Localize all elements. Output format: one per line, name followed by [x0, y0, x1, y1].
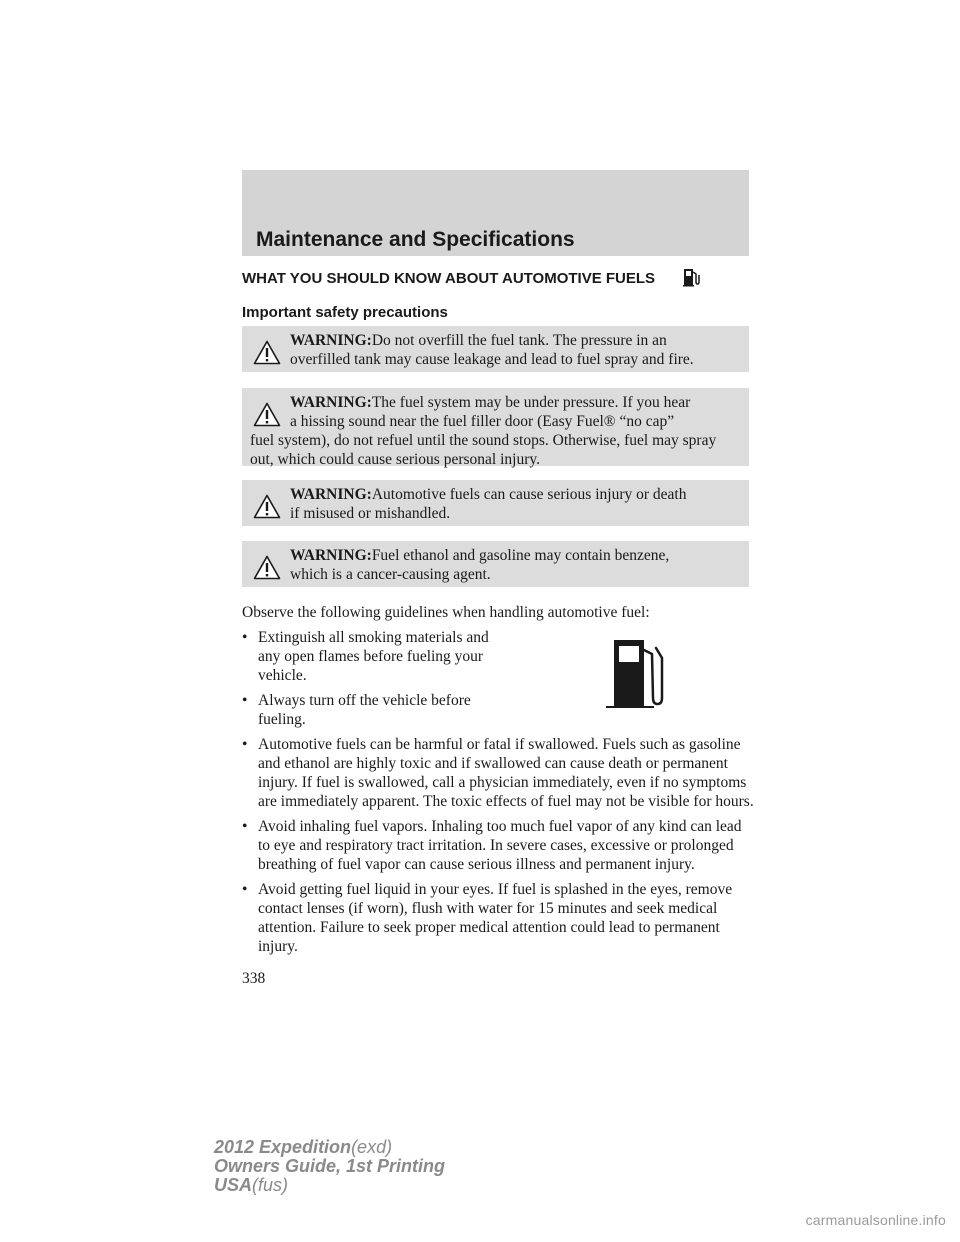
document-footer — [214, 1138, 445, 1195]
warning-box — [242, 326, 749, 372]
warning-text: Automotive fuels can cause serious injury or death — [371, 486, 687, 503]
bullet-marker: • — [242, 818, 248, 835]
warning-triangle-icon — [253, 555, 281, 580]
fuel-pump-icon — [682, 267, 700, 287]
page-header-title: Maintenance and Specifications — [256, 228, 575, 251]
warning-text-cont: if misused or mishandled. — [290, 505, 451, 522]
list-item — [242, 691, 757, 729]
footer-printing: Owners Guide, 1st Printing — [214, 1156, 446, 1176]
section-title: WHAT YOU SHOULD KNOW ABOUT AUTOMOTIVE FUELS — [242, 270, 656, 287]
warning-text: The fuel system may be under pressure. If you hear — [371, 394, 691, 411]
warning-label: WARNING: — [290, 332, 372, 349]
list-item — [242, 880, 757, 956]
bullet-marker: • — [242, 692, 248, 709]
footer-model: 2012 Expedition — [214, 1137, 352, 1157]
bullet-marker: • — [242, 881, 248, 898]
bullet-marker: • — [242, 736, 248, 753]
list-item-text: Extinguish all smoking materials and any open flames before fueling your vehicle. — [258, 629, 489, 684]
warning-label: WARNING: — [290, 394, 372, 411]
watermark: carmanualsonline.info — [805, 1212, 946, 1228]
warning-text: Do not overfill the fuel tank. The pressure in an — [371, 332, 667, 349]
warning-triangle-icon — [253, 494, 281, 519]
footer-model-code: (exd) — [351, 1137, 393, 1157]
list-item-text: Avoid getting fuel liquid in your eyes. If fuel is splashed in the eyes, remove contact lenses (if worn), flush with water for 15 minutes and seek medical attention. Failure to seek proper medical attention could lead to permanent injury. — [258, 881, 733, 955]
warning-box — [242, 388, 749, 466]
guidelines-list — [242, 628, 757, 962]
footer-market: USA — [214, 1175, 253, 1195]
warning-text: Fuel ethanol and gasoline may contain benzene, — [371, 547, 670, 564]
list-item-text: Automotive fuels can be harmful or fatal if swallowed. Fuels such as gasoline and ethanol are highly toxic and if swallowed can cause death or permanent injury. If fuel is swallowed, call a physician immediately, even if no symptoms are immediately apparent. The toxic effects of fuel may not be visible for hours. — [258, 736, 754, 810]
warning-text-cont: which is a cancer-causing agent. — [290, 566, 491, 583]
warning-text-cont: overfilled tank may cause leakage and lead to fuel spray and fire. — [290, 351, 694, 368]
warning-label: WARNING: — [290, 486, 372, 503]
warning-triangle-icon — [253, 340, 281, 365]
bullet-marker: • — [242, 629, 248, 646]
footer-market-code: (fus) — [252, 1175, 289, 1195]
guidelines-intro: Observe the following guidelines when handling automotive fuel: — [242, 604, 650, 621]
subsection-title: Important safety precautions — [242, 304, 448, 321]
warning-text-cont2: a hissing sound near the fuel filler door (Easy Fuel® “no cap” — [290, 413, 675, 430]
list-item — [242, 628, 757, 685]
warning-box — [242, 541, 749, 587]
warning-label: WARNING: — [290, 547, 372, 564]
list-item — [242, 735, 757, 811]
list-item-text: Avoid inhaling fuel vapors. Inhaling too much fuel vapor of any kind can lead to eye and respiratory tract irritation. In severe cases, excessive or prolonged breathing of fuel vapor can cause serious illness and permanent injury. — [258, 818, 742, 873]
warning-box — [242, 480, 749, 526]
page-number: 338 — [242, 970, 266, 987]
list-item-text: Always turn off the vehicle before fueling. — [258, 692, 471, 728]
warning-triangle-icon — [253, 402, 281, 427]
section-header-band — [242, 170, 749, 256]
list-item — [242, 817, 757, 874]
warning-text-cont: fuel system), do not refuel until the sound stops. Otherwise, fuel may spray out, which could cause serious personal injury. — [250, 432, 717, 468]
